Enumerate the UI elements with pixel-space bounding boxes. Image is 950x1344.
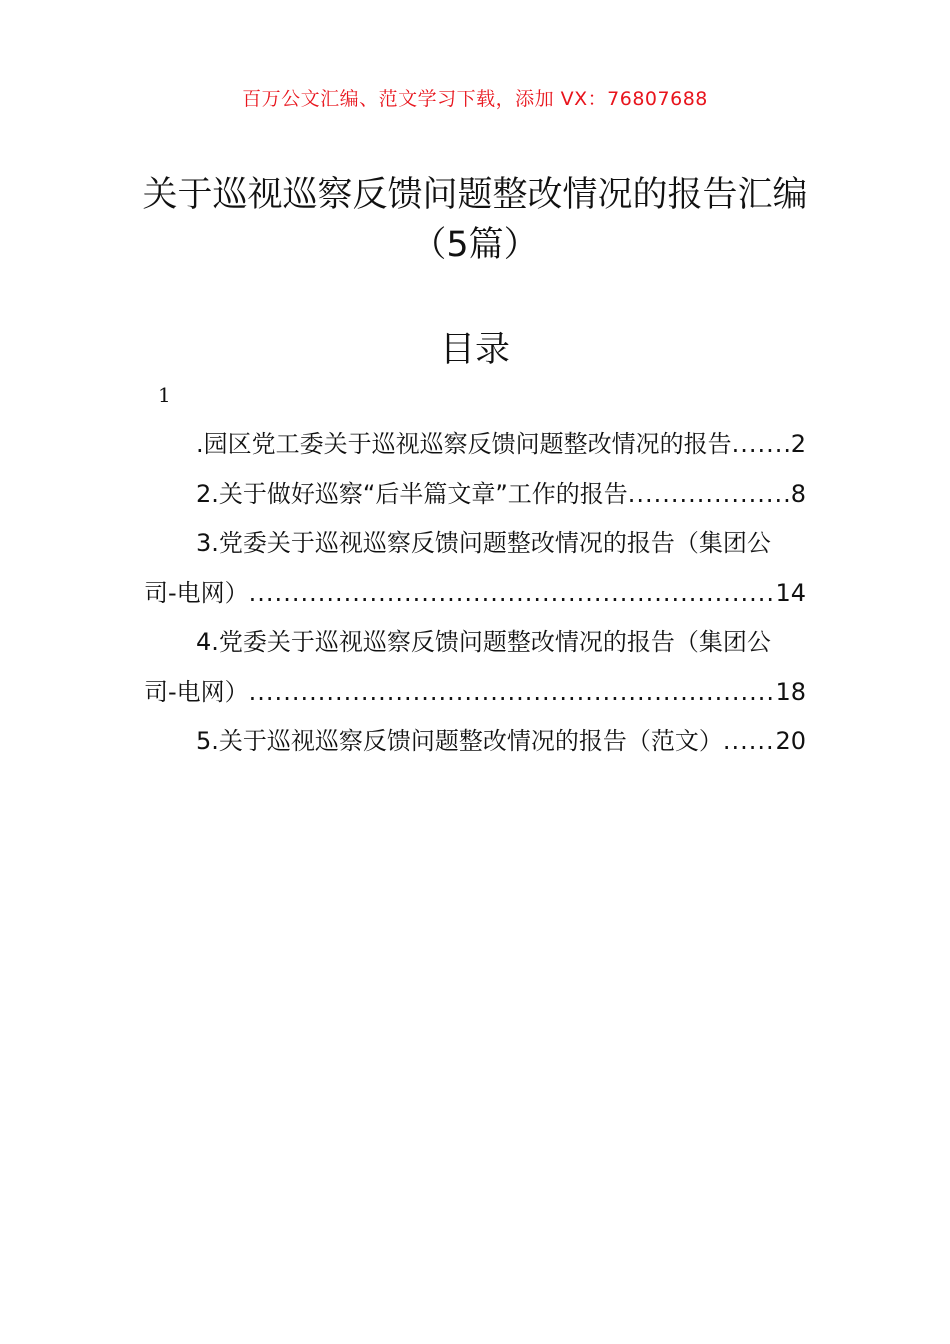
page-number: 1: [158, 383, 171, 407]
toc-entry[interactable]: [144, 420, 806, 470]
toc-leader-dots: [732, 420, 789, 470]
toc-entry[interactable]: [144, 519, 806, 618]
toc-entry-page: 20: [775, 727, 806, 755]
toc-entry-page: 2: [790, 430, 806, 458]
toc-leader-dots: [723, 717, 774, 767]
toc-entry[interactable]: [144, 717, 806, 767]
toc-leader-dots: [249, 569, 774, 619]
document-title: 关于巡视巡察反馈问题整改情况的报告汇编（5篇）: [142, 175, 808, 265]
toc-entry-page: 14: [775, 578, 806, 607]
toc-entry[interactable]: [144, 470, 806, 520]
toc-entry-title-cont: 司-电网）: [144, 578, 249, 607]
toc-entry-title: 5.关于巡视巡察反馈问题整改情况的报告（范文）: [196, 727, 723, 755]
toc-leader-dots: [249, 668, 774, 718]
toc-entry-title: .园区党工委关于巡视巡察反馈问题整改情况的报告: [196, 430, 732, 458]
toc-entry-title: 3.党委关于巡视巡察反馈问题整改情况的报告（集团公: [196, 529, 771, 557]
toc-entry[interactable]: [144, 618, 806, 717]
download-banner: 百万公文汇编、范文学习下载，添加 VX：76807688: [242, 88, 708, 110]
table-of-contents: [144, 420, 806, 767]
toc-leader-dots: [628, 470, 789, 520]
toc-entry-title: 4.党委关于巡视巡察反馈问题整改情况的报告（集团公: [196, 628, 771, 656]
toc-heading: 目录: [439, 330, 510, 370]
toc-entry-page: 8: [790, 479, 806, 508]
toc-entry-title-cont: 司-电网）: [144, 677, 249, 706]
toc-entry-title: 2.关于做好巡察“后半篇文章”工作的报告: [196, 479, 628, 508]
toc-entry-page: 18: [775, 677, 806, 706]
